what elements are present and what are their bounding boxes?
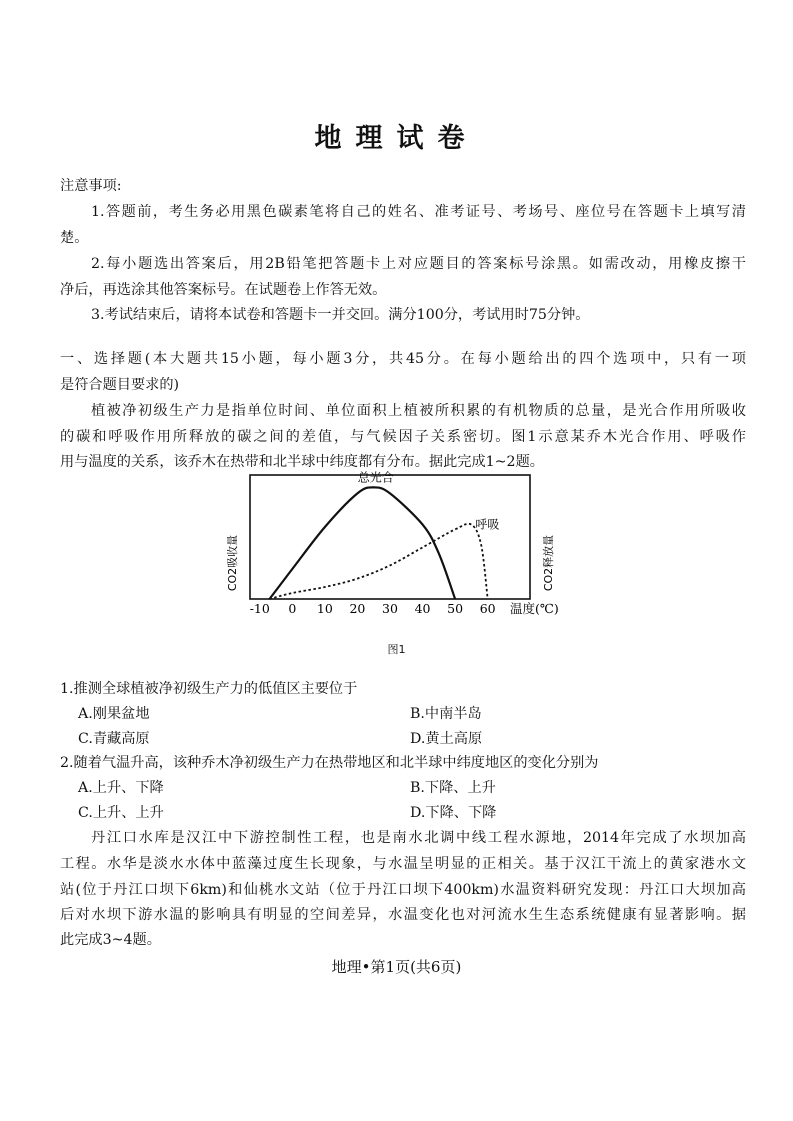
x-tick-label: 40 (414, 601, 431, 616)
x-tick-label: -10 (249, 601, 270, 616)
q1-option-a[interactable]: A.刚果盆地 (78, 706, 150, 722)
q2-option-d[interactable]: D.下降、下降 (410, 805, 497, 821)
section-heading-line-1: 一、选择题(本大题共15小题，每小题3分，共45分。在每小题给出的四个选项中，只有一项 (60, 351, 746, 367)
notes-item-2-line-2: 净后，再选涂其他答案标号。在试题卷上作答无效。 (60, 282, 387, 298)
passage-line-5: 此完成3~4题。 (60, 932, 161, 948)
notes-item-3: 3.考试结束后，请将本试卷和答题卡一并交回。满分100分，考试用时75分钟。 (91, 307, 590, 323)
series-label-respiration: 呼吸 (475, 517, 500, 532)
figure-1-chart (210, 465, 590, 625)
q1-option-b[interactable]: B.中南半岛 (410, 706, 482, 722)
passage-line-3: 站(位于丹江口坝下6km)和仙桃水文站（位于丹江口坝下400km)水温资料研究发现：丹江口大坝加高 (60, 882, 746, 898)
x-tick-label: 60 (479, 601, 496, 616)
notes-item-2-line-1: 2.每小题选出答案后，用2B铅笔把答题卡上对应题目的答案标号涂黑。如需改动，用橡皮擦干 (91, 256, 746, 272)
figure-caption: 图1 (387, 643, 406, 656)
passage-line-1: 丹江口水库是汉江中下游控制性工程，也是南水北调中线工程水源地，2014年完成了水坝加高 (91, 830, 746, 846)
q1-stem: 1.推测全球植被净初级生产力的低值区主要位于 (60, 681, 358, 697)
q2-option-b[interactable]: B.下降、上升 (410, 780, 496, 796)
q2-option-c[interactable]: C.上升、上升 (78, 805, 164, 821)
chart-ylabel-left: CO2吸收量 (226, 534, 239, 592)
passage-line-2: 工程。水华是淡水水体中蓝藻过度生长现象，与水温呈明显的正相关。基于汉江干流上的黄家港水文 (60, 856, 746, 872)
x-tick-label: 30 (382, 601, 398, 616)
series-line-respiration (270, 524, 488, 599)
q2-option-a[interactable]: A.上升、下降 (78, 780, 164, 796)
chart-ylabel-right: CO2释放量 (542, 534, 555, 592)
x-tick-label: 20 (349, 601, 366, 616)
notes-item-1-line-2: 楚。 (60, 230, 89, 246)
notes-heading: 注意事项: (60, 178, 122, 194)
notes-item-1-line-1: 1.答题前，考生务必用黑色碳素笔将自己的姓名、准考证号、考场号、座位号在答题卡上填写清 (91, 204, 746, 220)
x-tick-label: 50 (447, 601, 464, 616)
chart-xlabel: 温度(℃) (510, 601, 559, 616)
intro-line-3: 用与温度的关系，该乔木在热带和北半球中纬度都有分布。据此完成1~2题。 (60, 454, 544, 470)
q1-option-d[interactable]: D.黄土高原 (410, 731, 483, 747)
intro-line-1: 植被净初级生产力是指单位时间、单位面积上植被所积累的有机物质的总量，是光合作用所吸收 (91, 403, 746, 419)
series-line-total-photosynthesis (270, 487, 456, 599)
x-tick-label: 10 (316, 601, 333, 616)
x-tick-label: 0 (288, 601, 297, 616)
passage-line-4: 后对水坝下游水温的影响具有明显的空间差异，水温变化也对河流水生生态系统健康有显著影响。据 (60, 907, 746, 923)
q1-option-c[interactable]: C.青藏高原 (78, 731, 150, 747)
page-title: 地理试卷 (314, 123, 479, 154)
intro-line-2: 的碳和呼吸作用所释放的碳之间的差值，与气候因子关系密切。图1示意某乔木光合作用、呼吸作 (60, 429, 746, 445)
section-heading-line-2: 是符合题目要求的) (60, 377, 180, 393)
series-label-total-photosynthesis: 总光合 (357, 470, 394, 485)
page-footer: 地理•第1页(共6页) (331, 958, 462, 976)
q2-stem: 2.随着气温升高，该种乔木净初级生产力在热带地区和北半球中纬度地区的变化分别为 (60, 755, 599, 771)
